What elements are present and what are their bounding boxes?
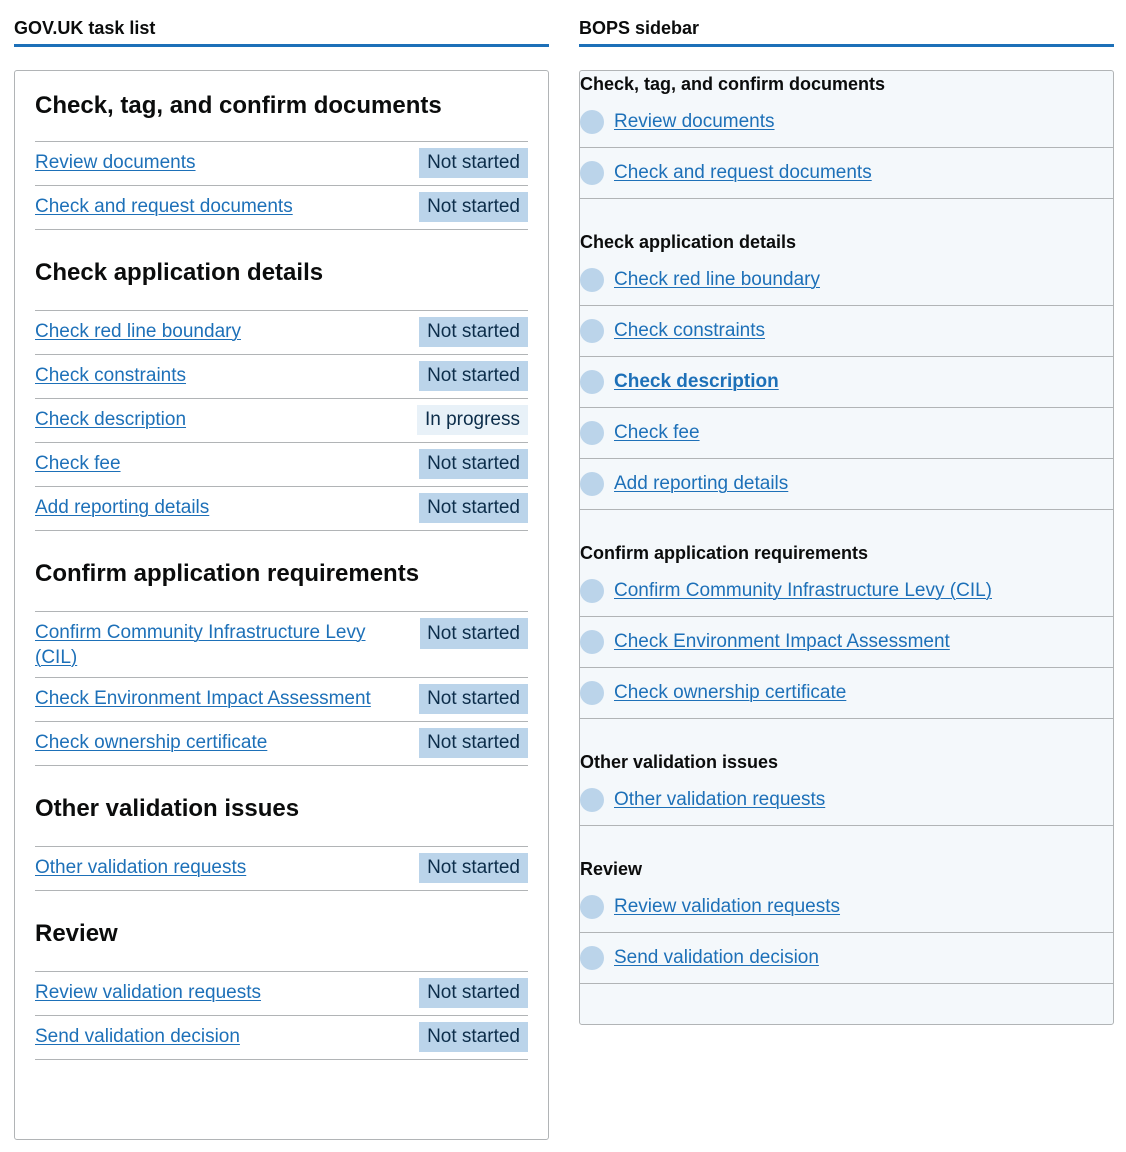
- sidebar-item: [580, 882, 1113, 933]
- task-row: [35, 612, 528, 678]
- sidebar-list: [580, 97, 1113, 199]
- sidebar-link-check-eia[interactable]: Check Environment Impact Assessment: [614, 631, 950, 652]
- status-tag: Not started: [419, 148, 528, 178]
- task-row: [35, 355, 528, 399]
- task-link-check-ownership-certificate[interactable]: Check ownership certificate: [35, 732, 268, 753]
- task-list: [35, 141, 528, 230]
- status-dot-icon: [580, 630, 604, 654]
- status-dot-icon: [580, 788, 604, 812]
- task-link-check-constraints[interactable]: Check constraints: [35, 365, 187, 386]
- task-link-other-validation-requests[interactable]: Other validation requests: [35, 857, 247, 878]
- section-title: Check, tag, and confirm documents: [35, 92, 442, 119]
- status-tag: Not started: [419, 317, 528, 347]
- status-dot-icon: [580, 110, 604, 134]
- status-tag: Not started: [419, 361, 528, 391]
- sidebar-section-title: Other validation issues: [580, 752, 779, 772]
- sidebar-link-check-description[interactable]: Check description: [614, 371, 779, 392]
- task-row: [35, 972, 528, 1016]
- sidebar-section-title: Check, tag, and confirm documents: [580, 74, 886, 94]
- sidebar-link-review-validation-requests[interactable]: Review validation requests: [614, 896, 841, 917]
- task-link-check-fee[interactable]: Check fee: [35, 453, 121, 474]
- status-dot-icon: [580, 946, 604, 970]
- sidebar-link-check-red-line-boundary[interactable]: Check red line boundary: [614, 269, 820, 290]
- sidebar-item: [580, 459, 1113, 510]
- task-row: [35, 487, 528, 531]
- section-title: Other validation issues: [35, 795, 300, 822]
- status-tag: Not started: [419, 728, 528, 758]
- status-dot-icon: [580, 370, 604, 394]
- section-title: Confirm application requirements: [35, 560, 420, 587]
- task-row: [35, 722, 528, 766]
- task-link-send-validation-decision[interactable]: Send validation decision: [35, 1026, 240, 1047]
- sidebar-section-title: Check application details: [580, 232, 797, 252]
- task-list: [35, 846, 528, 891]
- status-tag: Not started: [419, 449, 528, 479]
- sidebar-item: [580, 97, 1113, 148]
- task-list-card: [14, 70, 549, 1140]
- task-row: [35, 847, 528, 891]
- task-list: [35, 611, 528, 766]
- status-dot-icon: [580, 895, 604, 919]
- task-list: [35, 971, 528, 1060]
- task-link-confirm-cil[interactable]: Confirm Community Infrastructure Levy (CIL): [35, 622, 366, 668]
- task-row: [35, 443, 528, 487]
- sidebar-item: [580, 148, 1113, 199]
- section-title: Review: [35, 920, 118, 947]
- sidebar-link-other-validation-requests[interactable]: Other validation requests: [614, 789, 826, 810]
- sidebar-list: [580, 255, 1113, 510]
- task-list: [35, 310, 528, 531]
- sidebar-link-send-validation-decision[interactable]: Send validation decision: [614, 947, 819, 968]
- task-link-check-eia[interactable]: Check Environment Impact Assessment: [35, 688, 371, 709]
- sidebar-link-check-ownership-certificate[interactable]: Check ownership certificate: [614, 682, 847, 703]
- task-link-check-description[interactable]: Check description: [35, 409, 187, 430]
- task-link-check-red-line-boundary[interactable]: Check red line boundary: [35, 321, 241, 342]
- sidebar-item: [580, 357, 1113, 408]
- sidebar-card: [579, 70, 1114, 1025]
- sidebar-item: [580, 566, 1113, 617]
- status-dot-icon: [580, 268, 604, 292]
- sidebar-link-review-documents[interactable]: Review documents: [614, 111, 775, 132]
- sidebar-link-confirm-cil[interactable]: Confirm Community Infrastructure Levy (CIL): [614, 580, 992, 601]
- govuk-task-list-column: [14, 0, 549, 1047]
- section-title: Check application details: [35, 259, 324, 286]
- sidebar-item: [580, 668, 1113, 719]
- sidebar-section-title: Confirm application requirements: [580, 543, 869, 563]
- bops-sidebar-column: [579, 0, 1114, 968]
- sidebar-link-check-constraints[interactable]: Check constraints: [614, 320, 766, 341]
- sidebar-item: [580, 617, 1113, 668]
- sidebar-link-check-fee[interactable]: Check fee: [614, 422, 700, 443]
- task-row: [35, 1016, 528, 1060]
- task-row: [35, 311, 528, 355]
- sidebar-list: [580, 775, 1113, 826]
- sidebar-list: [580, 566, 1113, 719]
- status-tag: Not started: [419, 493, 528, 523]
- sidebar-item: [580, 775, 1113, 826]
- status-tag: Not started: [419, 978, 528, 1008]
- task-row: [35, 186, 528, 230]
- task-row: [35, 142, 528, 186]
- column-title: GOV.UK task list: [14, 0, 549, 47]
- status-tag: In progress: [417, 405, 528, 435]
- sidebar-link-add-reporting-details[interactable]: Add reporting details: [614, 473, 789, 494]
- status-tag: Not started: [419, 1022, 528, 1052]
- sidebar-link-check-and-request-documents[interactable]: Check and request documents: [614, 162, 872, 183]
- status-tag: Not started: [419, 853, 528, 883]
- task-link-add-reporting-details[interactable]: Add reporting details: [35, 497, 210, 518]
- status-dot-icon: [580, 161, 604, 185]
- status-dot-icon: [580, 681, 604, 705]
- sidebar-item: [580, 255, 1113, 306]
- task-link-review-validation-requests[interactable]: Review validation requests: [35, 982, 262, 1003]
- status-tag: Not started: [420, 618, 528, 649]
- sidebar-section-title: Review: [580, 859, 643, 879]
- status-dot-icon: [580, 421, 604, 445]
- status-tag: Not started: [419, 192, 528, 222]
- status-dot-icon: [580, 319, 604, 343]
- task-row: [35, 678, 528, 722]
- sidebar-item: [580, 306, 1113, 357]
- sidebar-item: [580, 408, 1113, 459]
- sidebar-list: [580, 882, 1113, 984]
- task-link-check-and-request-documents[interactable]: Check and request documents: [35, 196, 293, 217]
- status-dot-icon: [580, 579, 604, 603]
- task-link-review-documents[interactable]: Review documents: [35, 152, 196, 173]
- status-dot-icon: [580, 472, 604, 496]
- column-title: BOPS sidebar: [579, 0, 1114, 47]
- task-row: [35, 399, 528, 443]
- status-tag: Not started: [419, 684, 528, 714]
- sidebar-item: [580, 933, 1113, 984]
